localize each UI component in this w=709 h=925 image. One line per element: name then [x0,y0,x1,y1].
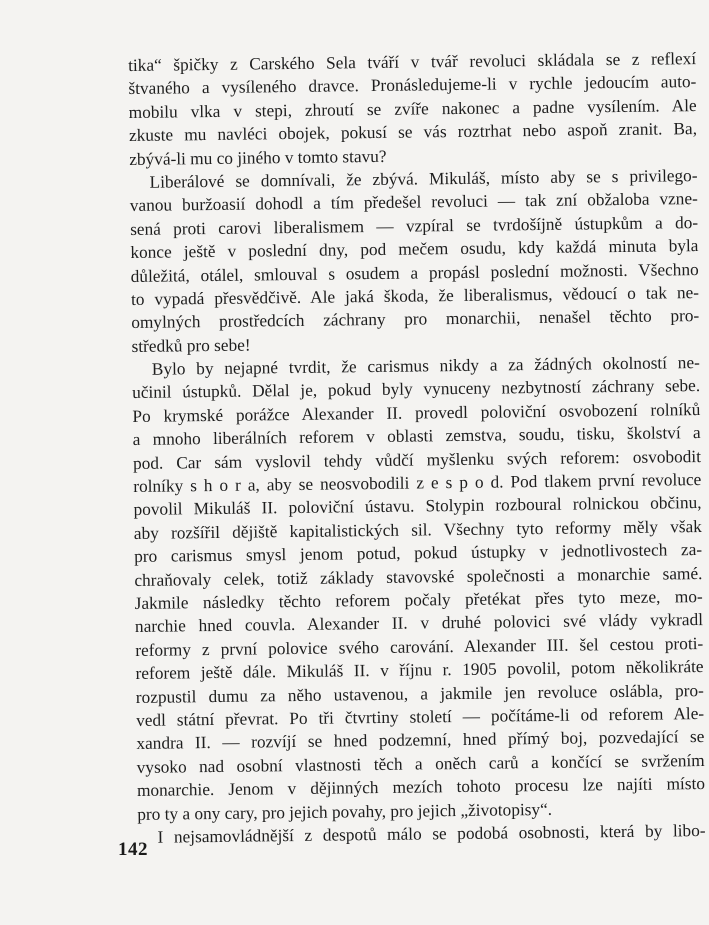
page-body-text [128,47,706,849]
text-line: narchie hned couvla. Alexander II. v druhé polovici své vlády vykradl [134,610,704,637]
page-number: 142 [118,839,148,860]
text-line: to vypadá přesvědčivě. Ale jaká škoda, že liberalismus, vědoucí o tak ne- [130,282,700,309]
text-line: štvaného a vysíleného dravce. Pronásledujeme-li v rychle jedoucím auto- [128,72,697,99]
text-line: zbývá-li mu co jiného v tomto stavu? [129,146,387,169]
text-line: Jakmile následky těchto reforem počaly přetékat přes tyto meze, mo- [134,587,703,613]
text-line: I nejsamovládnější z despotů málo se podobá osobnosti, která by libo- [157,820,706,847]
text-line: sená proti carovi liberalismem — vzpíral se tvrdošíjně ústupkům a do- [130,212,699,239]
text-line: chraňovaly celek, totiž základy stavovské společnosti a monarchie samé. [134,563,703,590]
text-line: monarchie. Jenom v dějinných mezích tohoto procesu lze najíti místo [136,774,706,801]
text-line: pro ty a ony cary, pro jejich povahy, pro jejich „životopisy“. [137,799,553,824]
text-line: Po krymské porážce Alexander II. provedl poloviční osvobození rolníků [132,399,701,426]
text-line: reformy z první polovice svého carování. Alexander III. šel cestou proti- [135,633,704,660]
text-line: důležitá, otálel, smlouval s osudem a propásl poslední možnosti. Všechno [130,259,699,286]
text-line: Bylo by nejapné tvrdit, že carismus nikdy a za žádných okolností ne- [151,353,700,379]
text-line: zkuste mu navléci obojek, pokusí se vás roztrhat nebo aspoň zranit. Ba, [128,119,698,146]
text-line: vysoko nad osobní vlastnosti těch a oněch carů a končící se svržením [136,750,705,777]
text-line: konce ještě v poslední dny, pod mečem osudu, kdy každá minuta byla [130,236,699,263]
text-line: vanou buržoasií dohodl a tím předešel revoluci — tak zní obžaloba vzne- [129,189,698,216]
text-line: a mnoho liberálních reforem v oblasti zemstva, soudu, tisku, školství a [132,423,701,450]
text-line: vedl státní převrat. Po tři čtvrtiny století — počítáme-li od reforem Ale- [136,703,705,730]
text-line: xandra II. — rozvíjí se hned podzemní, hned přímý boj, pozvedající se [136,727,705,754]
text-line: učinil ústupků. Dělal je, pokud byly vynuceny nezbytností záchrany sebe. [132,376,701,403]
text-line: mobilu vlka v stepi, zhroutí se zvíře nakonec a padne vysílením. Ale [128,95,697,122]
text-line: středků pro sebe! [131,335,251,356]
text-line: pro carismus smysl jenom potud, pokud ústupky v jednotlivostech za- [134,540,703,567]
text-line: pod. Car sám vyslovil tehdy vůdčí myšlenku svých reforem: osvobodit [132,446,702,473]
text-line: reforem ještě dále. Mikuláš II. v říjnu r. 1905 povolil, potom několikráte [135,657,704,684]
text-line: povolil Mikuláš II. poloviční ústavu. Stolypin rozboural rolnickou občinu, [133,493,702,520]
text-line: rozpustil dumu za něho ustavenou, a jakmile jen revoluce oslábla, pro- [135,680,704,707]
text-line: rolníky s h o r a, aby se neosvobodili z e s p o d. Pod tlakem první revoluce [133,470,702,496]
text-line: tika“ špičky z Carského Sela tváří v tvář revoluci skládala se z reflexí [128,49,697,75]
text-line: omylných prostředcích záchrany pro monarchii, nenašel těchto pro- [131,306,700,333]
text-line: aby rozšířil dějiště kapitalistických sil. Všechny tyto reformy měly však [133,516,702,543]
text-line: Liberálové se domnívali, že zbývá. Mikuláš, místo aby se s privilego- [149,166,698,192]
